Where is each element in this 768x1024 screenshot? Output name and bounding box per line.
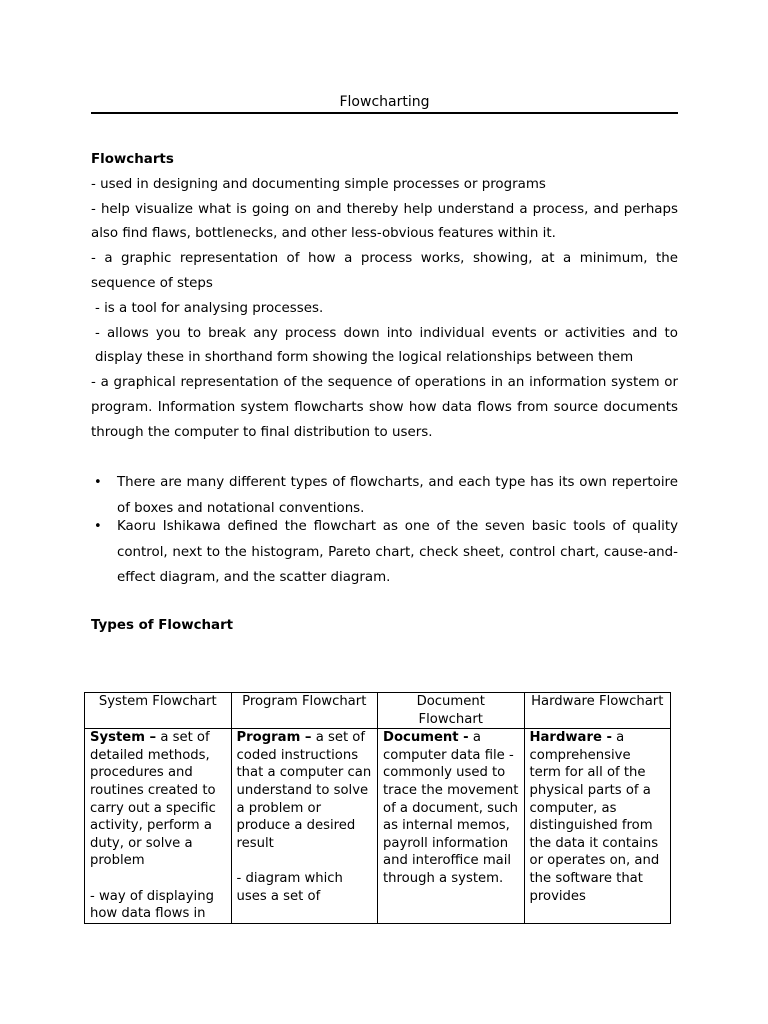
- cell-definition: a set of coded instructions that a computer can understand to solve a problem or produce a desired result: [236, 730, 372, 851]
- cell-term: System –: [90, 730, 157, 746]
- title-underline: [91, 112, 678, 114]
- definition-paragraph: - a graphical representation of the sequence of operations in an information system or program. Information system flowcharts show how data flows from source documents through the computer to final distribution to users.: [91, 375, 678, 440]
- cell-definition: a comprehensive term for all of the physical parts of a computer, as distinguished from the data it contains or operates on, and the software that provides: [529, 730, 660, 904]
- table-header-system: System Flowchart: [85, 693, 232, 729]
- definition-paragraph: - is a tool for analysing processes.: [95, 300, 324, 316]
- table-cell-system: [85, 729, 232, 924]
- bullet-icon: •: [94, 519, 102, 534]
- flowcharts-section: [91, 148, 678, 446]
- cell-term: Program –: [236, 730, 312, 746]
- table-cell-document: [378, 729, 525, 924]
- page-title: Flowcharting: [339, 94, 430, 110]
- flowchart-types-table: [84, 692, 671, 924]
- types-heading: Types of Flowchart: [91, 618, 234, 633]
- table-header-program: Program Flowchart: [231, 693, 378, 729]
- cell-term: Document -: [383, 730, 469, 746]
- cell-extra: - way of displaying how data flows in: [90, 888, 214, 922]
- table-header-document: Document Flowchart: [378, 693, 525, 729]
- bullet-item: [91, 514, 678, 591]
- table-cell-hardware: [524, 729, 671, 924]
- cell-definition: a set of detailed methods, procedures and routines created to carry out a specific activity, perform a duty, or solve a problem: [90, 730, 216, 869]
- cell-definition: a computer data file - commonly used to trace the movement of a document, such as internal memos, payroll information and interoffice mail through a system.: [383, 730, 519, 886]
- bullet-text: There are many different types of flowcharts, and each type has its own repertoire of boxes and notational conventions.: [117, 475, 678, 516]
- table-header-hardware: Hardware Flowchart: [524, 693, 671, 729]
- bullet-icon: •: [94, 475, 102, 490]
- definition-paragraph: - allows you to break any process down into individual events or activities and to display these in shorthand form showing the logical relationships between them: [95, 325, 678, 366]
- section-heading: Flowcharts: [91, 152, 174, 167]
- cell-term: Hardware -: [529, 730, 612, 746]
- definition-paragraph: - a graphic representation of how a process works, showing, at a minimum, the sequence of steps: [91, 251, 678, 291]
- cell-extra: - diagram which uses a set of: [236, 870, 343, 904]
- definition-paragraph: - used in designing and documenting simple processes or programs: [91, 176, 546, 192]
- bullet-text: Kaoru Ishikawa defined the flowchart as one of the seven basic tools of quality control, next to the histogram, Pareto chart, check sheet, control chart, cause-and-effect diagram, and the scatter diagram.: [117, 519, 678, 585]
- table-header-row: [85, 693, 671, 729]
- definition-paragraph: - help visualize what is going on and thereby help understand a process, and perhaps also find flaws, bottlenecks, and other less-obvious features within it.: [91, 201, 678, 242]
- table-row: [85, 729, 671, 924]
- bullet-list: [91, 470, 678, 591]
- table-cell-program: [231, 729, 378, 924]
